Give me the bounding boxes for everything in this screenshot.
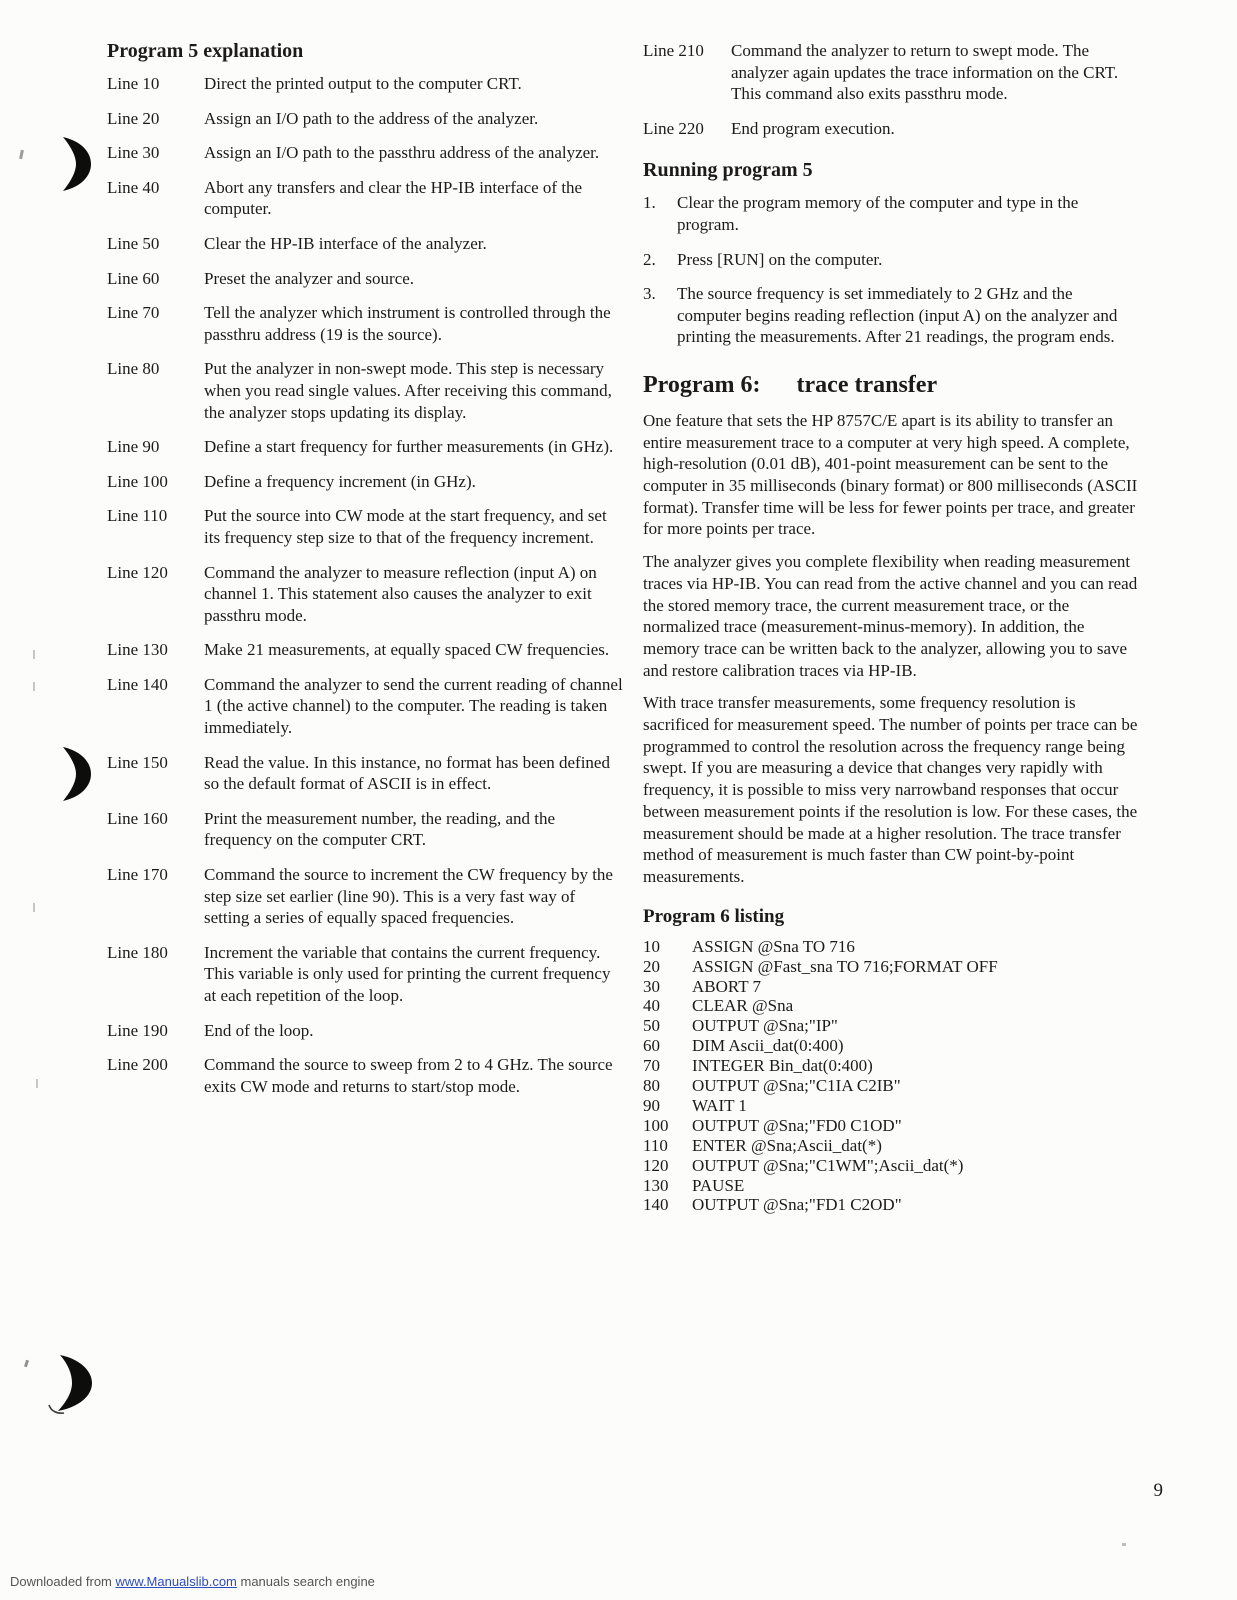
scan-speck	[1122, 1543, 1126, 1546]
line-text: Read the value. In this instance, no format has been defined so the default format of ASCII is in effect.	[204, 752, 610, 794]
line-label: Line 120	[107, 562, 168, 582]
step-text: The source frequency is set immediately to 2 GHz and the computer begins reading reflection (input A) on the analyzer and printing the measurements. After 21 readings, the program ends.	[677, 284, 1118, 347]
line-text: Command the analyzer to send the current reading of channel 1 (the active channel) to the computer. The reading is taken immediately.	[204, 674, 623, 738]
program6-paragraphs	[643, 410, 1139, 888]
line-label: Line 130	[107, 640, 168, 660]
code-line-number: 70	[643, 1056, 660, 1076]
line-label: Line 210	[643, 41, 704, 60]
line-text: Increment the variable that contains the current frequency. This variable is only used for printing the current frequency at each repetition of the loop.	[204, 942, 611, 1005]
line-item	[107, 471, 623, 493]
line-text: Preset the analyzer and source.	[204, 268, 415, 288]
line-item	[107, 302, 623, 345]
code-line-text: ASSIGN @Sna TO 716	[692, 936, 855, 956]
step-item	[643, 283, 1139, 348]
code-line	[643, 1016, 1139, 1036]
code-line	[643, 1195, 1139, 1215]
scan-speck	[19, 150, 24, 159]
ink-blob-artifact	[53, 136, 93, 192]
line-text: Command the analyzer to measure reflection (input A) on channel 1. This statement also causes the analyzer to exit passthru mode.	[204, 562, 597, 625]
line-label: Line 170	[107, 865, 168, 885]
line-label: Line 10	[107, 74, 160, 93]
right-column	[643, 40, 1139, 1215]
code-line	[643, 1056, 1139, 1076]
line-label: Line 50	[107, 233, 160, 253]
body-paragraph: With trace transfer measurements, some frequency resolution is sacrificed for measurement speed. The number of points per trace can be programmed to control the resolution across the frequency range being swept. If you are measuring a device that changes very rapidly with frequency, it is possible to miss very narrowband responses that occur between measurement points if the resolution is low. For these cases, the measurement should be made at a higher resolution. The trace transfer method of measurement is much faster than CW point-by-point measurements.	[643, 693, 1138, 886]
line-text: Print the measurement number, the reading, and the frequency on the computer CRT.	[204, 808, 556, 850]
program6-heading-label: Program 6:	[643, 371, 761, 398]
code-line	[643, 957, 1139, 977]
code-line-text: WAIT 1	[692, 1095, 747, 1115]
line-item	[107, 942, 623, 1007]
program5-explanation-heading: Program 5 explanation	[107, 40, 304, 62]
line-item	[107, 177, 623, 220]
code-line	[643, 996, 1139, 1016]
program6-heading-title: trace transfer	[796, 371, 938, 398]
line-text: Command the analyzer to return to swept mode. The analyzer again updates the trace information on the CRT. This command also exits passthru mode.	[731, 41, 1119, 104]
footer-prefix: Downloaded from	[10, 1574, 116, 1589]
manualslib-link[interactable]: www.Manualslib.com	[115, 1574, 237, 1589]
code-line-text: OUTPUT @Sna;"C1IA C2IB"	[692, 1076, 901, 1096]
line-text: Assign an I/O path to the address of the analyzer.	[204, 108, 539, 128]
code-line-text: OUTPUT @Sna;"FD0 C1OD"	[692, 1115, 902, 1135]
line-text: Tell the analyzer which instrument is controlled through the passthru address (19 is the source).	[204, 303, 611, 344]
left-column	[107, 40, 623, 1215]
code-line-number: 120	[643, 1155, 669, 1175]
line-text: Put the source into CW mode at the start frequency, and set its frequency step size to that of the frequency increment.	[204, 506, 607, 547]
line-item	[107, 1020, 623, 1042]
line-text: Assign an I/O path to the passthru address of the analyzer.	[204, 143, 600, 163]
code-line	[643, 1156, 1139, 1176]
body-paragraph: One feature that sets the HP 8757C/E apart is its ability to transfer an entire measurement trace to a computer at very high speed. A complete, high-resolution (0.01 dB), 401-point measurement can be sent to the computer in 35 milliseconds (binary format) or 800 milliseconds (ASCII format). Transfer time will be less for fewer points per trace, and greater for more points per trace.	[643, 410, 1138, 539]
code-line	[643, 1176, 1139, 1196]
scan-speck	[36, 1079, 38, 1088]
code-line-number: 30	[643, 976, 660, 996]
code-line-number: 90	[643, 1095, 660, 1115]
code-line-number: 80	[643, 1076, 660, 1096]
code-line	[643, 1036, 1139, 1056]
footer-watermark	[10, 1574, 375, 1589]
code-line	[643, 1076, 1139, 1096]
code-line	[643, 977, 1139, 997]
line-label: Line 110	[107, 506, 168, 526]
line-item	[107, 268, 623, 290]
line-label: Line 160	[107, 808, 168, 828]
code-line-number: 110	[643, 1135, 668, 1155]
scan-speck	[33, 682, 35, 691]
line-text: Command the source to sweep from 2 to 4 GHz. The source exits CW mode and returns to start/stop mode.	[204, 1055, 613, 1096]
code-line-number: 130	[643, 1175, 669, 1195]
ink-blob-artifact	[48, 1353, 96, 1417]
program6-code-listing	[643, 937, 1139, 1216]
line-item	[107, 752, 623, 795]
code-line	[643, 1096, 1139, 1116]
line-item	[107, 562, 623, 627]
step-text: Clear the program memory of the computer and type in the program.	[677, 193, 1079, 234]
step-number: 3.	[643, 284, 656, 304]
line-label: Line 20	[107, 108, 160, 128]
running-steps-list	[643, 192, 1139, 348]
line-item	[643, 118, 1139, 140]
line-item	[107, 436, 623, 458]
line-item	[107, 808, 623, 851]
line-label: Line 30	[107, 143, 160, 163]
line-label: Line 90	[107, 437, 160, 457]
step-item	[643, 192, 1139, 235]
program6-heading	[643, 372, 1139, 399]
line-item	[107, 108, 623, 130]
line-label: Line 190	[107, 1020, 168, 1040]
scan-speck	[24, 1360, 29, 1368]
scan-speck	[33, 903, 35, 912]
running-program5-heading: Running program 5	[643, 159, 813, 182]
line-text: End of the loop.	[204, 1020, 314, 1040]
line-text: End program execution.	[731, 118, 895, 138]
page-number: 9	[1153, 1480, 1163, 1501]
line-text: Abort any transfers and clear the HP-IB interface of the computer.	[204, 177, 583, 219]
step-item	[643, 249, 1139, 271]
code-line-text: ENTER @Sna;Ascii_dat(*)	[692, 1135, 882, 1155]
body-paragraph: The analyzer gives you complete flexibility when reading measurement traces via HP-IB. You can read from the active channel and you can read the stored memory trace, the current measurement trace, or the normalized trace (measurement-minus-memory). In addition, the memory trace can be written back to the analyzer, allowing you to save and restore calibration traces via HP-IB.	[643, 552, 1138, 680]
line-item	[107, 73, 623, 95]
line-item	[107, 142, 623, 164]
code-line-number: 10	[643, 936, 660, 956]
line-item	[107, 864, 623, 929]
code-line-text: ABORT 7	[692, 976, 762, 996]
line-text: Clear the HP-IB interface of the analyzer.	[204, 233, 487, 253]
code-line-text: OUTPUT @Sna;"IP"	[692, 1016, 838, 1036]
code-line-text: OUTPUT @Sna;"C1WM";Ascii_dat(*)	[692, 1155, 964, 1175]
line-text: Make 21 measurements, at equally spaced CW frequencies.	[204, 640, 610, 660]
line-text: Direct the printed output to the computer CRT.	[204, 74, 522, 93]
line-label: Line 150	[107, 752, 168, 772]
step-text: Press [RUN] on the computer.	[677, 249, 883, 269]
line-label: Line 70	[107, 303, 160, 323]
code-line-text: PAUSE	[692, 1175, 745, 1195]
line-label: Line 60	[107, 268, 160, 288]
line-text: Put the analyzer in non-swept mode. This step is necessary when you read single values. After receiving this command, the analyzer stops updating its display.	[204, 359, 612, 422]
line-text: Define a frequency increment (in GHz).	[204, 471, 476, 491]
line-item	[107, 1054, 623, 1097]
code-line-number: 60	[643, 1036, 660, 1056]
line-item	[643, 40, 1139, 105]
program5-line-list	[107, 73, 623, 1097]
code-line-number: 50	[643, 1016, 660, 1036]
code-line-text: CLEAR @Sna	[692, 996, 794, 1016]
document-page	[107, 40, 1139, 1215]
line-label: Line 220	[643, 118, 704, 138]
code-line-text: INTEGER Bin_dat(0:400)	[692, 1056, 873, 1076]
line-item	[107, 505, 623, 548]
line-label: Line 200	[107, 1055, 168, 1075]
program5-line-list-continued	[643, 40, 1139, 139]
line-label: Line 140	[107, 674, 168, 694]
line-item	[107, 674, 623, 739]
line-item	[107, 233, 623, 255]
code-line	[643, 1136, 1139, 1156]
line-label: Line 100	[107, 471, 168, 491]
step-number: 2.	[643, 249, 656, 269]
code-line-number: 40	[643, 996, 660, 1016]
line-label: Line 40	[107, 177, 160, 197]
line-label: Line 80	[107, 359, 160, 379]
code-line-number: 140	[643, 1195, 669, 1215]
ink-blob-artifact	[53, 746, 93, 802]
line-label: Line 180	[107, 942, 168, 962]
line-text: Define a start frequency for further measurements (in GHz).	[204, 437, 614, 457]
code-line-text: DIM Ascii_dat(0:400)	[692, 1036, 844, 1056]
code-line	[643, 1116, 1139, 1136]
code-line-number: 100	[643, 1115, 669, 1135]
line-item	[107, 358, 623, 423]
code-line-number: 20	[643, 956, 660, 976]
program6-listing-heading: Program 6 listing	[643, 905, 785, 927]
code-line-text: OUTPUT @Sna;"FD1 C2OD"	[692, 1195, 902, 1215]
line-item	[107, 639, 623, 661]
footer-suffix: manuals search engine	[236, 1574, 375, 1589]
scan-speck	[33, 650, 35, 659]
code-line-text: ASSIGN @Fast_sna TO 716;FORMAT OFF	[692, 956, 998, 976]
step-number: 1.	[643, 193, 656, 213]
line-text: Command the source to increment the CW frequency by the step size set earlier (line 90). This is a very fast way of setting a series of equally spaced frequencies.	[204, 865, 613, 928]
code-line	[643, 937, 1139, 957]
